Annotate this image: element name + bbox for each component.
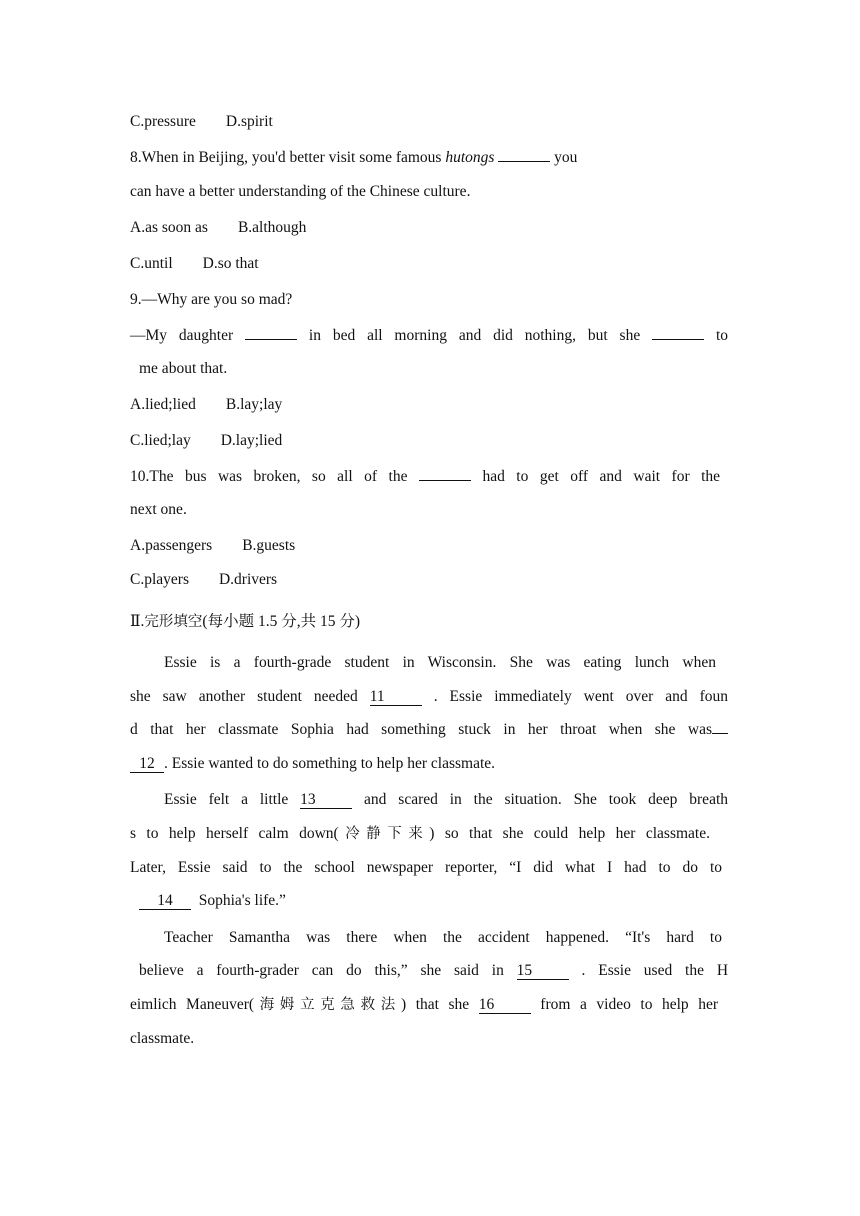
blank-14: 14 [139,893,191,910]
section-scoring-note: (每小题 1.5 分,共 15 分) [202,613,360,630]
passage-text: . Essie immediately went over and foun [433,688,729,705]
q8-stem-text-end: you [554,149,578,166]
passage-text: from a video to help her [540,996,719,1013]
q7-option-d: D.spirit [225,113,273,130]
q8-option-b: B.although [237,219,307,236]
q8-option-a: A.as soon as [130,219,208,236]
q10-option-d: D.drivers [218,571,278,588]
passage-text: and scared in the situation. She took deep breath [364,791,729,808]
q8-stem-text: 8.When in Beijing, you'd better visit some famous [130,149,442,166]
blank-16: 16 [479,997,531,1014]
passage-text: d that her classmate Sophia had something stuck in her throat when she was [130,721,712,738]
passage-p3-line-2 [139,961,728,981]
passage-text: Teacher Samantha was there when the accident happened. [164,929,609,946]
passage-text: . Essie used the H [581,962,729,979]
section-numeral: Ⅱ. [130,613,145,630]
q10-blank [419,480,471,481]
passage-text: Essie felt a little [164,791,289,808]
q9-reply-text-end: to [715,327,729,344]
passage-p1-line-4 [130,754,495,774]
passage-p2-line-2 [130,824,710,844]
q9-reply-line-2: me about that. [139,360,228,377]
q8-option-c: C.until [130,255,173,272]
blank-15: 15 [517,963,569,980]
section-heading [130,612,360,632]
q10-stem-line-2: next one. [130,501,187,518]
passage-text: s to help herself calm down( [130,825,339,842]
blank-13: 13 [300,792,352,809]
passage-p2-line-1 [130,790,728,810]
q9-option-a: A.lied;lied [130,396,196,413]
q10-option-c: C.players [130,571,189,588]
passage-text: . Essie wanted to do something to help her classmate. [164,755,496,772]
passage-text: ) so that she could help her classmate. [429,825,710,842]
q8-italic-word: hutongs [445,149,495,166]
q9-stem: 9.—Why are you so mad? [130,291,293,308]
q7-options-row-2 [130,112,273,132]
blank-11: 11 [370,689,422,706]
q9-option-b: B.lay;lay [225,396,283,413]
q9-options-row-1 [130,395,282,415]
q8-options-row-2 [130,254,259,274]
passage-text: eimlich Maneuver( [130,996,255,1013]
passage-text: Sophia's life.” [198,892,286,909]
passage-p2-line-4 [139,891,286,911]
q7-option-c: C.pressure [130,113,196,130]
passage-chinese-gloss: 冷静下来 [338,826,430,842]
q9-reply-text: —My daughter [130,327,234,344]
q9-blank-1 [245,339,297,340]
q10-stem-text-end: had to get off and wait for the [482,468,721,485]
q10-option-b: B.guests [242,537,296,554]
q8-blank [498,161,550,162]
q10-options-row-2 [130,570,277,590]
q9-reply-text-mid: in bed all morning and did nothing, but she [308,327,641,344]
passage-p3-line-3 [130,995,718,1015]
passage-p1-line-2 [130,687,728,707]
blank-12: 12 [130,756,164,773]
q10-stem-text: 10.The bus was broken, so all of the [130,468,408,485]
q9-options-row-2 [130,431,282,451]
passage-chinese-gloss: 海姆立克急救法 [254,997,401,1013]
q9-blank-2 [652,339,704,340]
passage-text: ) that she [400,996,470,1013]
q10-stem [130,467,720,487]
passage-p1-line-3 [130,720,728,740]
passage-p1-line-1: Essie is a fourth-grade student in Wisconsin. She was eating lunch when [164,654,716,671]
q9-option-d: D.lay;lied [220,432,283,449]
q9-option-c: C.lied;lay [130,432,191,449]
q8-option-d: D.so that [202,255,259,272]
section-title: 完形填空 [144,614,203,630]
passage-text: believe a fourth-grader can do this,” she said in [139,962,504,979]
passage-text: “It's hard to [625,929,722,946]
q10-options-row-1 [130,536,295,556]
q8-stem-line-2: can have a better understanding of the Chinese culture. [130,183,471,200]
q9-reply [130,326,728,346]
passage-p3-line-4: classmate. [130,1030,195,1047]
passage-p2-line-3: Later, Essie said to the school newspaper reporter, “I did what I had to do to [130,859,722,876]
q8-options-row-1 [130,218,306,238]
passage-text: she saw another student needed [130,688,358,705]
q8-stem [130,148,577,168]
blank-12-start [712,733,728,734]
passage-p3-line-1 [130,928,722,948]
q10-option-a: A.passengers [130,537,213,554]
